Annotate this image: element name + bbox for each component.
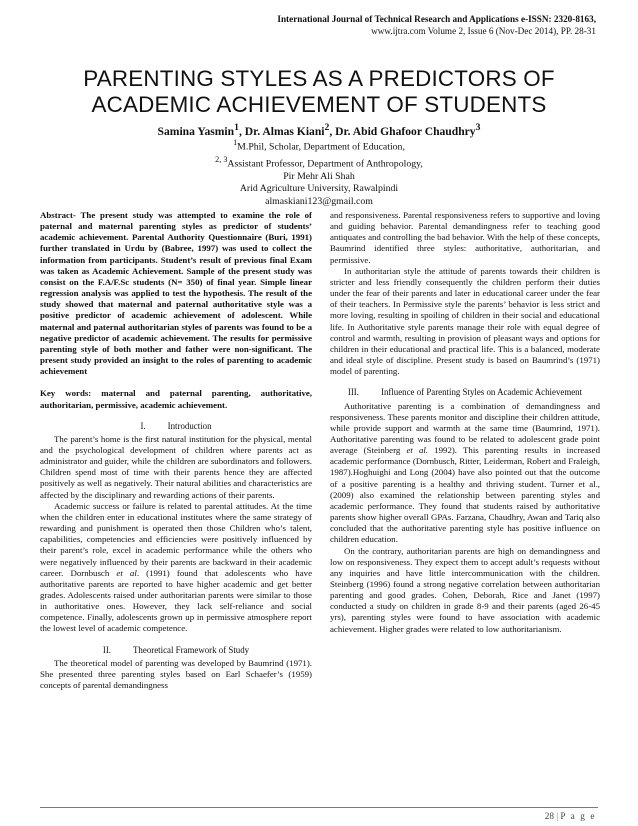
author-3-sup: 3 bbox=[475, 122, 481, 133]
affil-line-2: Assistant Professor, Department of Anthropology, bbox=[227, 158, 423, 170]
left-column bbox=[40, 210, 312, 808]
page-number bbox=[545, 811, 596, 821]
author-2-sup: 2 bbox=[324, 122, 330, 133]
journal-name: International Journal of Technical Research and Applications e-ISSN: 2320-8163, bbox=[277, 14, 596, 24]
page-word: P a g e bbox=[560, 811, 596, 821]
journal-volume: www.ijtra.com Volume 2, Issue 6 (Nov-Dec 2014), PP. 28-31 bbox=[371, 25, 596, 36]
abstract-label: Abstract- bbox=[40, 210, 76, 220]
paragraph-4: and responsiveness. Parental responsiveness refers to supportive and loving and guiding behavior. Parental demandingness refer to teaching good antiquates and controlling the bad behavior. With the help of these concepts, Baumrind identified three styles: authoritative, authoritarian, and permissive. bbox=[330, 210, 600, 265]
affil-line-3: Pir Mehr Ali Shah bbox=[283, 170, 355, 182]
affiliations bbox=[40, 137, 598, 209]
abstract-text: The present study was attempted to examine the role of paternal and maternal parenting styles as predictor of students’ academic achievement. Parental Authority Questionnaire (Buri, 1991) further translated in Urdu by (Babree, 1997) was used to collect the information from participants. Student’s result of previous final Exam was taken as Academic Achievement. Sample of the present study was consist on the F.A/F.Sc students (N= 350) of final year. Simple linear regression analysis was applied to test the hypothesis. The result of the study showed that maternal and paternal authoritative style was a positive predictor of academic achievement of adolescent. While maternal and paternal authoritarian styles of parents was found to be a negative predictor of academic achievement. The results for permissive parenting style of both mother and father were non-significant. The present study provided an insight to the roles of parenting to academic achievement bbox=[40, 210, 312, 377]
affil-1-sup: 1 bbox=[233, 138, 238, 147]
author-1-sup: 1 bbox=[234, 122, 239, 133]
section-2-title: Theoretical Framework of Study bbox=[133, 644, 250, 655]
paragraph-5: In authoritarian style the attitude of parents towards their children is stricter and less friendly consequently the children perform their duties under the fear of their parents and later in educational career under the fear of their teachers. In Permissive style the parents’ behavior is less strict and more loving, resulting in spoiling of children in their social and educational life. In Authoritative style parents manage their role with equal degree of control and warmth, resulting in provision of pleasant ways and options for children in their educational and practical life. This is a balanced, moderate and ideal style of discipline. Present study is based on Baumrind’s (1971) model of parenting. bbox=[330, 265, 600, 377]
title-line-1: PARENTING STYLES AS A PREDICTORS OF bbox=[83, 66, 555, 91]
section-2-number: II. bbox=[102, 644, 112, 655]
section-heading-framework bbox=[40, 645, 312, 656]
paragraph-2: Academic success or failure is related to parental attitudes. At the time when the children enter in educational institutes where the same strategy of rewarding and punishment is operated then those Children who’s talent, capabilities, competencies and efficiencies were positively influenced by their parent’s role, excel in academic performance while the others who were negatively influenced by their parents are backward in their academic career. Dornbusch et al. (1991) found that adolescents who have authoritative parents are reported to have higher academic and get better grades. Adolescents raised under authoritarian parents were similar to those in authoritative ones. However, they lack self-reliance and social competence. Finally, adolescents grown up in permissive atmosphere report the lowest level of academic competence. bbox=[40, 500, 312, 634]
section-1-number: I. bbox=[140, 420, 146, 431]
paragraph-1: The parent’s home is the first natural institution for the physical, mental and the psychological development of children where parents act as administrator and guider, while the children are subordinators and followers. Children spend most of time with their parents hence they are affected positively as well as negatively. Their natural abilities and characteristics are affected by the disciplinary and rewarding actions of their parents. bbox=[40, 433, 312, 500]
section-heading-introduction bbox=[40, 421, 312, 432]
author-2: , Dr. Almas Kiani bbox=[238, 124, 325, 138]
section-heading-influence bbox=[330, 387, 600, 398]
author-1: Samina Yasmin bbox=[157, 124, 235, 138]
abstract bbox=[40, 210, 312, 377]
affil-line-4: Arid Agriculture University, Rawalpindi bbox=[239, 183, 399, 195]
section-3-number: III. bbox=[347, 387, 359, 398]
paragraph-3: The theoretical model of parenting was developed by Baumrind (1971). She presented three parenting styles based on Earl Schaefer’s (1959) concepts of parental demandingness bbox=[40, 657, 312, 691]
paragraph-7: On the contrary, authoritarian parents are high on demandingness and low on responsiveness. They expect them to accept adult’s requests without any inquiries and have little intercommunication with the children. Steinberg (1996) found a strong negative correlation between authoritarian parenting and good grades. Cohen, Deborah, Rice and Janet (1997) conducted a study on children in grade 8-9 and their parents (aged 26-45 yrs), parenting styles were found to have association with academic achievement. Higher grades were related to low authoritarianism. bbox=[330, 545, 600, 634]
section-3-title: Influence of Parenting Styles on Academic Achievement bbox=[380, 387, 583, 398]
author-3: , Dr. Abid Ghafoor Chaudhry bbox=[329, 124, 476, 138]
section-1-title: Introduction bbox=[167, 420, 212, 431]
footer-rule bbox=[40, 807, 598, 808]
page-number-value: 28 bbox=[544, 811, 554, 821]
journal-header bbox=[176, 14, 596, 37]
affil-line-1: M.Phil, Scholar, Department of Education, bbox=[237, 141, 405, 153]
paragraph-6: Authoritative parenting is a combination of demandingness and responsiveness. These parents monitor and discipline their children attitude, while provide support and warmth at the same time (Baumrind, 1971). Authoritative parenting was found to be related to adolescent grade point average (Steinberg et al. 1992). This parenting results in increased academic performance (Dornbusch, Ritter, Leiderman, Robert and Fraleigh, 1987).Hoghuighi and Long (2004) have also pointed out that the outcome of a positive parenting is a healthy and thriving student. Turner et al., (2009) also examined the relationship between parenting styles and academic performance. They found that students raised by authoritative parents show higher overall GPAs. Farzana, Chaudhry, Awan and Tariq also concluded that the authoritative parenting style has positive influence on children education. bbox=[330, 400, 600, 545]
page-separator: | bbox=[553, 811, 561, 821]
right-column bbox=[330, 210, 600, 808]
title-line-2: ACADEMIC ACHIEVEMENT OF STUDENTS bbox=[91, 92, 547, 117]
keywords: Key words: maternal and paternal parenting, authoritative, authoritarian, permissive, academic achievement. bbox=[40, 388, 312, 410]
paper-title bbox=[40, 66, 598, 118]
author-email: almaskiani123@gmail.com bbox=[265, 195, 373, 207]
affil-2-sup: 2, 3 bbox=[215, 154, 228, 164]
